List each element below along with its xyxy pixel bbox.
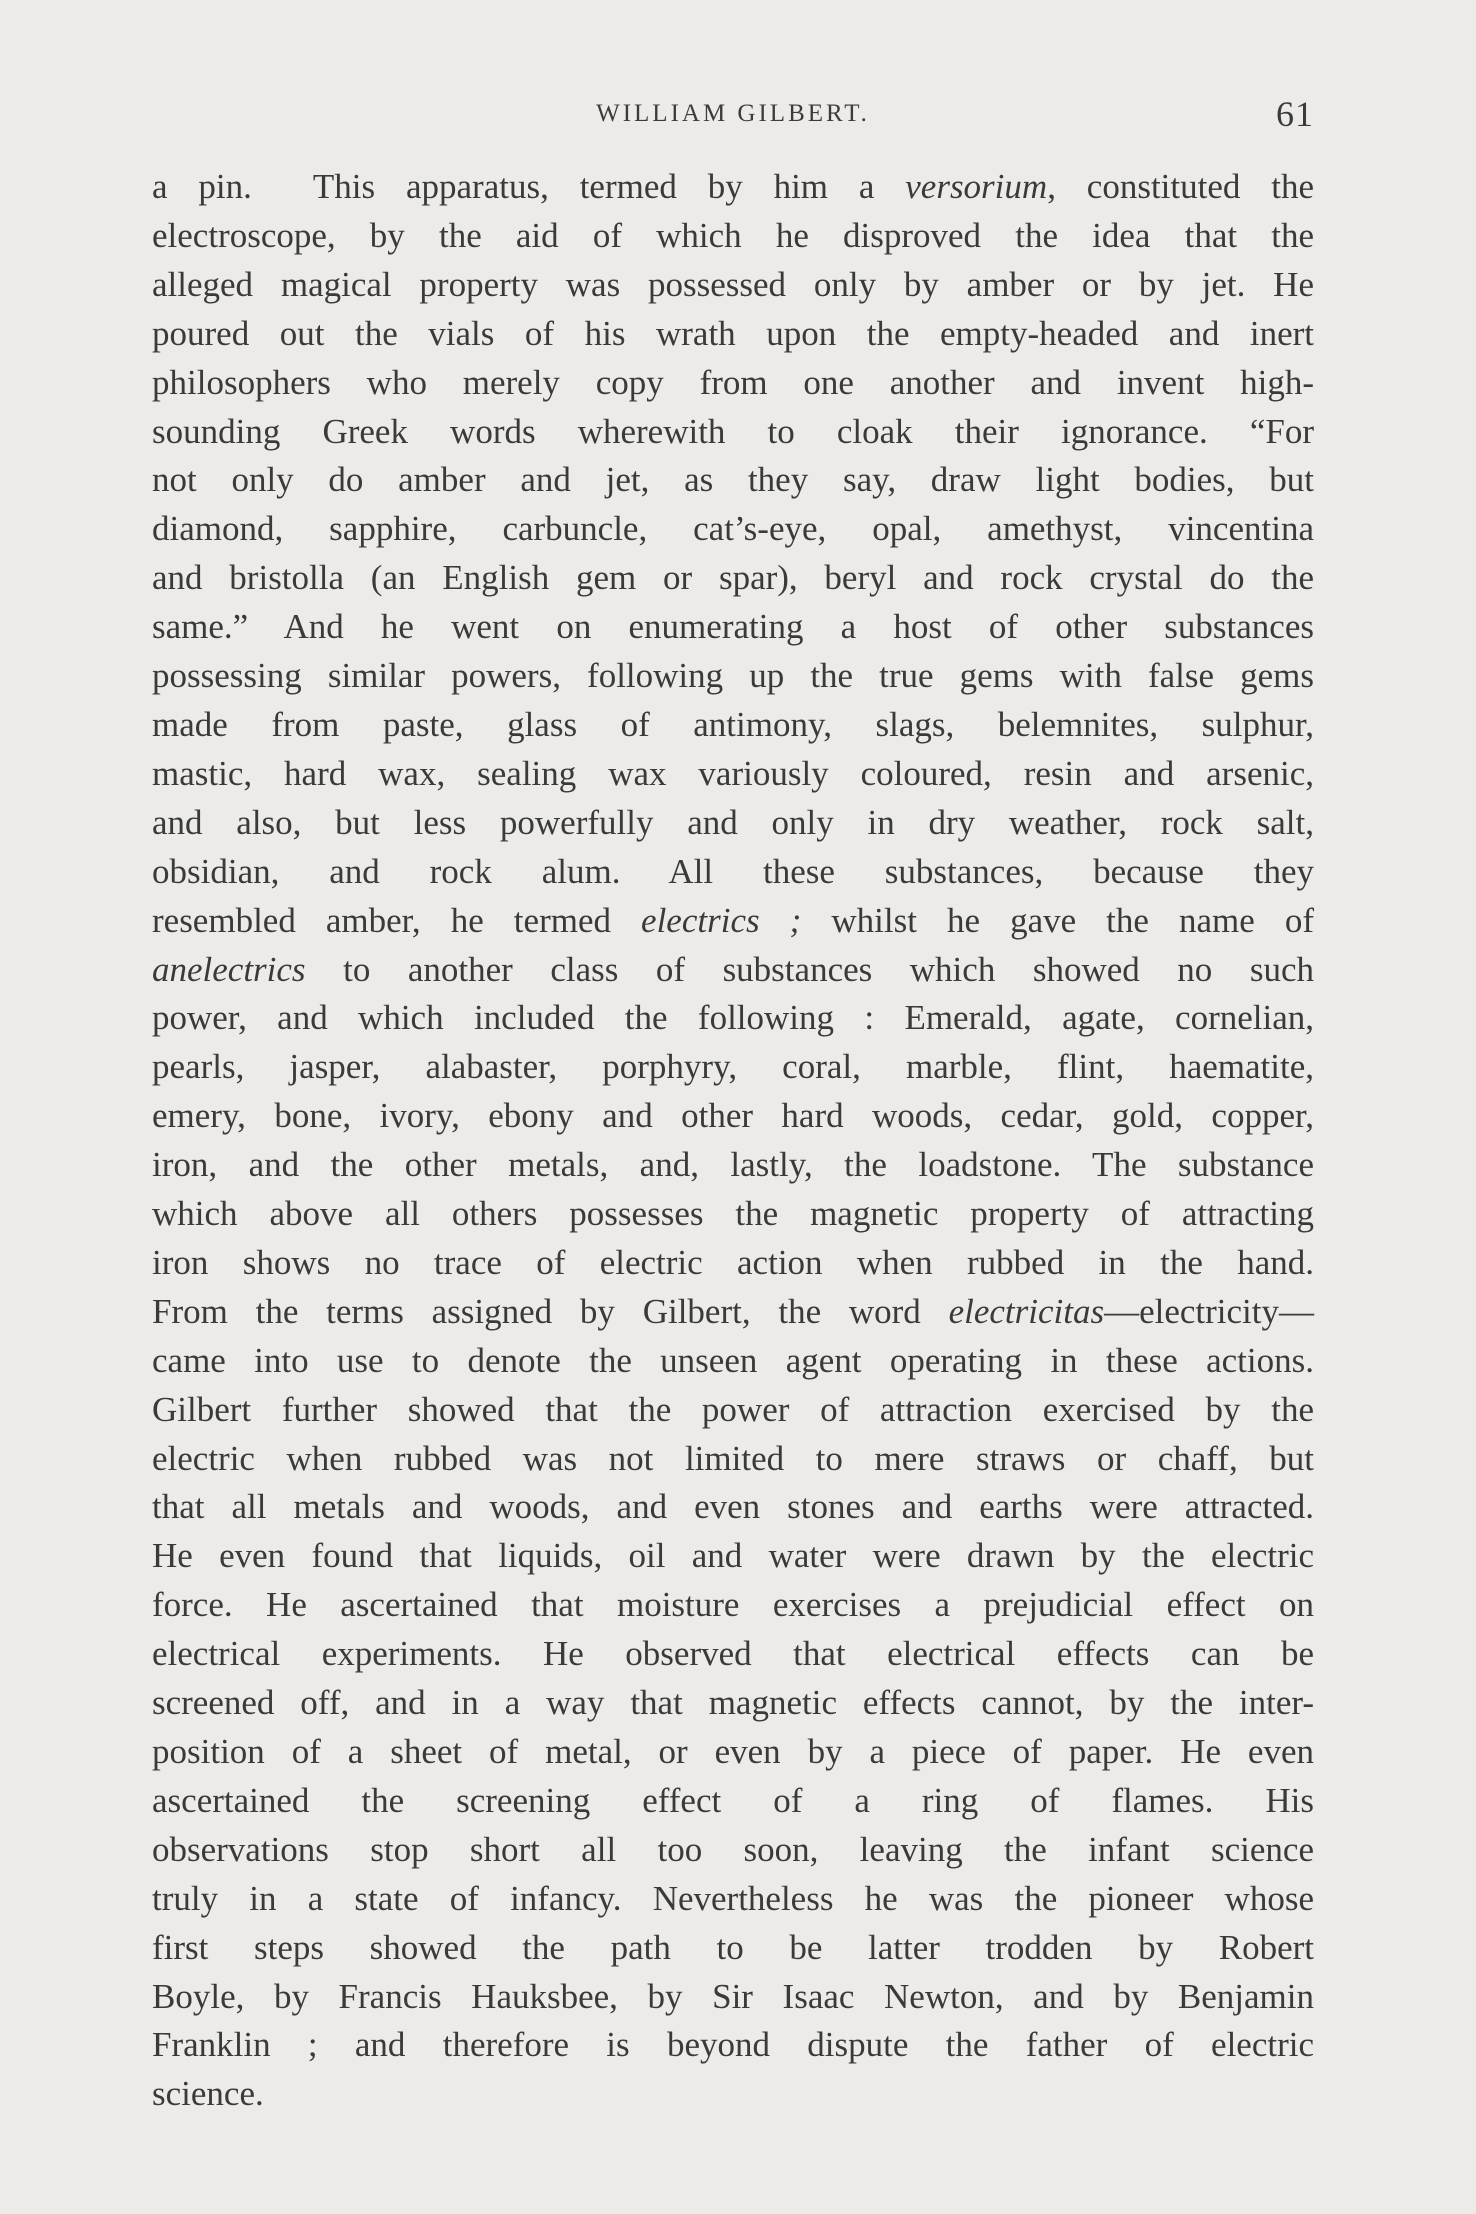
text-line: which above all others possesses the magnetic property of attracting xyxy=(152,1194,1314,1234)
text-line: electroscope, by the aid of which he disproved the idea that the xyxy=(152,215,1314,255)
text-line: philosophers who merely copy from one another and invent high- xyxy=(152,362,1314,402)
text-run: —electricity— xyxy=(1104,1291,1314,1331)
text-line: pearls, jasper, alabaster, porphyry, coral, marble, flint, haematite, xyxy=(152,1047,1314,1087)
text-line xyxy=(152,1288,1314,1337)
text-line: electric when rubbed was not limited to mere straws or chaff, but xyxy=(152,1438,1314,1478)
text-line: sounding Greek words wherewith to cloak their ignorance. “For xyxy=(152,411,1314,451)
text-line: Franklin ; and therefore is beyond dispute the father of electric xyxy=(152,2025,1314,2065)
italic-term: versorium xyxy=(905,167,1048,206)
text-line: iron shows no trace of electric action when rubbed in the hand. xyxy=(152,1242,1314,1282)
text-line: and also, but less powerfully and only in dry weather, rock salt, xyxy=(152,802,1314,842)
text-line: not only do amber and jet, as they say, draw light bodies, but xyxy=(152,460,1314,500)
text-line: Boyle, by Francis Hauksbee, by Sir Isaac Newton, and by Benjamin xyxy=(152,1976,1314,2016)
text-line: same.” And he went on enumerating a host of other substances xyxy=(152,607,1314,647)
text-line: mastic, hard wax, sealing wax variously coloured, resin and arsenic, xyxy=(152,753,1314,793)
italic-term: electrics ; xyxy=(641,900,802,940)
text-line: iron, and the other metals, and, lastly, the loadstone. The substance xyxy=(152,1145,1314,1185)
text-run: resembled amber, he termed xyxy=(152,900,642,940)
text-line: diamond, sapphire, carbuncle, cat’s-eye, opal, amethyst, vincentina xyxy=(152,509,1314,549)
text-line: power, and which included the following : Emerald, agate, cornelian, xyxy=(152,998,1314,1038)
italic-term: anelectrics xyxy=(152,949,306,989)
text-line xyxy=(152,163,1314,212)
text-line: possessing similar powers, following up the true gems with false gems xyxy=(152,656,1314,696)
text-line: position of a sheet of metal, or even by a piece of paper. He even xyxy=(152,1732,1314,1771)
body-paragraph xyxy=(152,163,1314,2119)
text-line: alleged magical property was possessed only by amber or by jet. He xyxy=(152,264,1314,304)
text-run: to another class of substances which showed no such xyxy=(305,949,1314,989)
text-line: Gilbert further showed that the power of attraction exercised by the xyxy=(152,1389,1314,1429)
page-number: 61 xyxy=(1276,94,1314,134)
text-line: that all metals and woods, and even stones and earths were attracted. xyxy=(152,1487,1314,1527)
text-run: , constituted the xyxy=(1047,167,1314,206)
running-head xyxy=(152,90,1314,150)
text-line: obsidian, and rock alum. All these substances, because they xyxy=(152,851,1314,891)
text-line xyxy=(152,946,1314,995)
text-line xyxy=(152,897,1314,946)
text-run: whilst he gave the name of xyxy=(801,900,1314,940)
text-line: and bristolla (an English gem or spar), beryl and rock crystal do the xyxy=(152,558,1314,598)
text-line: He even found that liquids, oil and water were drawn by the electric xyxy=(152,1536,1314,1576)
text-line: science. xyxy=(152,2074,264,2114)
text-line: emery, bone, ivory, ebony and other hard woods, cedar, gold, copper, xyxy=(152,1096,1314,1136)
text-line: electrical experiments. He observed that electrical effects can be xyxy=(152,1634,1314,1674)
text-line: truly in a state of infancy. Nevertheless he was the pioneer whose xyxy=(152,1878,1314,1918)
text-line: observations stop short all too soon, leaving the infant science xyxy=(152,1829,1314,1869)
text-line: came into use to denote the unseen agent operating in these actions. xyxy=(152,1340,1314,1380)
text-line: poured out the vials of his wrath upon the empty-headed and inert xyxy=(152,313,1314,353)
running-title: WILLIAM GILBERT. xyxy=(596,100,870,127)
text-line: first steps showed the path to be latter trodden by Robert xyxy=(152,1927,1314,1967)
text-line: screened off, and in a way that magnetic effects cannot, by the inter- xyxy=(152,1683,1314,1723)
text-run: From the terms assigned by Gilbert, the word xyxy=(152,1291,949,1331)
text-line: force. He ascertained that moisture exercises a prejudicial effect on xyxy=(152,1585,1314,1625)
text-line: made from paste, glass of antimony, slags, belemnites, sulphur, xyxy=(152,704,1314,744)
italic-term: electricitas xyxy=(948,1291,1105,1331)
text-run: a pin. This apparatus, termed by him a xyxy=(152,167,906,206)
text-line: ascertained the screening effect of a ring of flames. His xyxy=(152,1780,1314,1820)
